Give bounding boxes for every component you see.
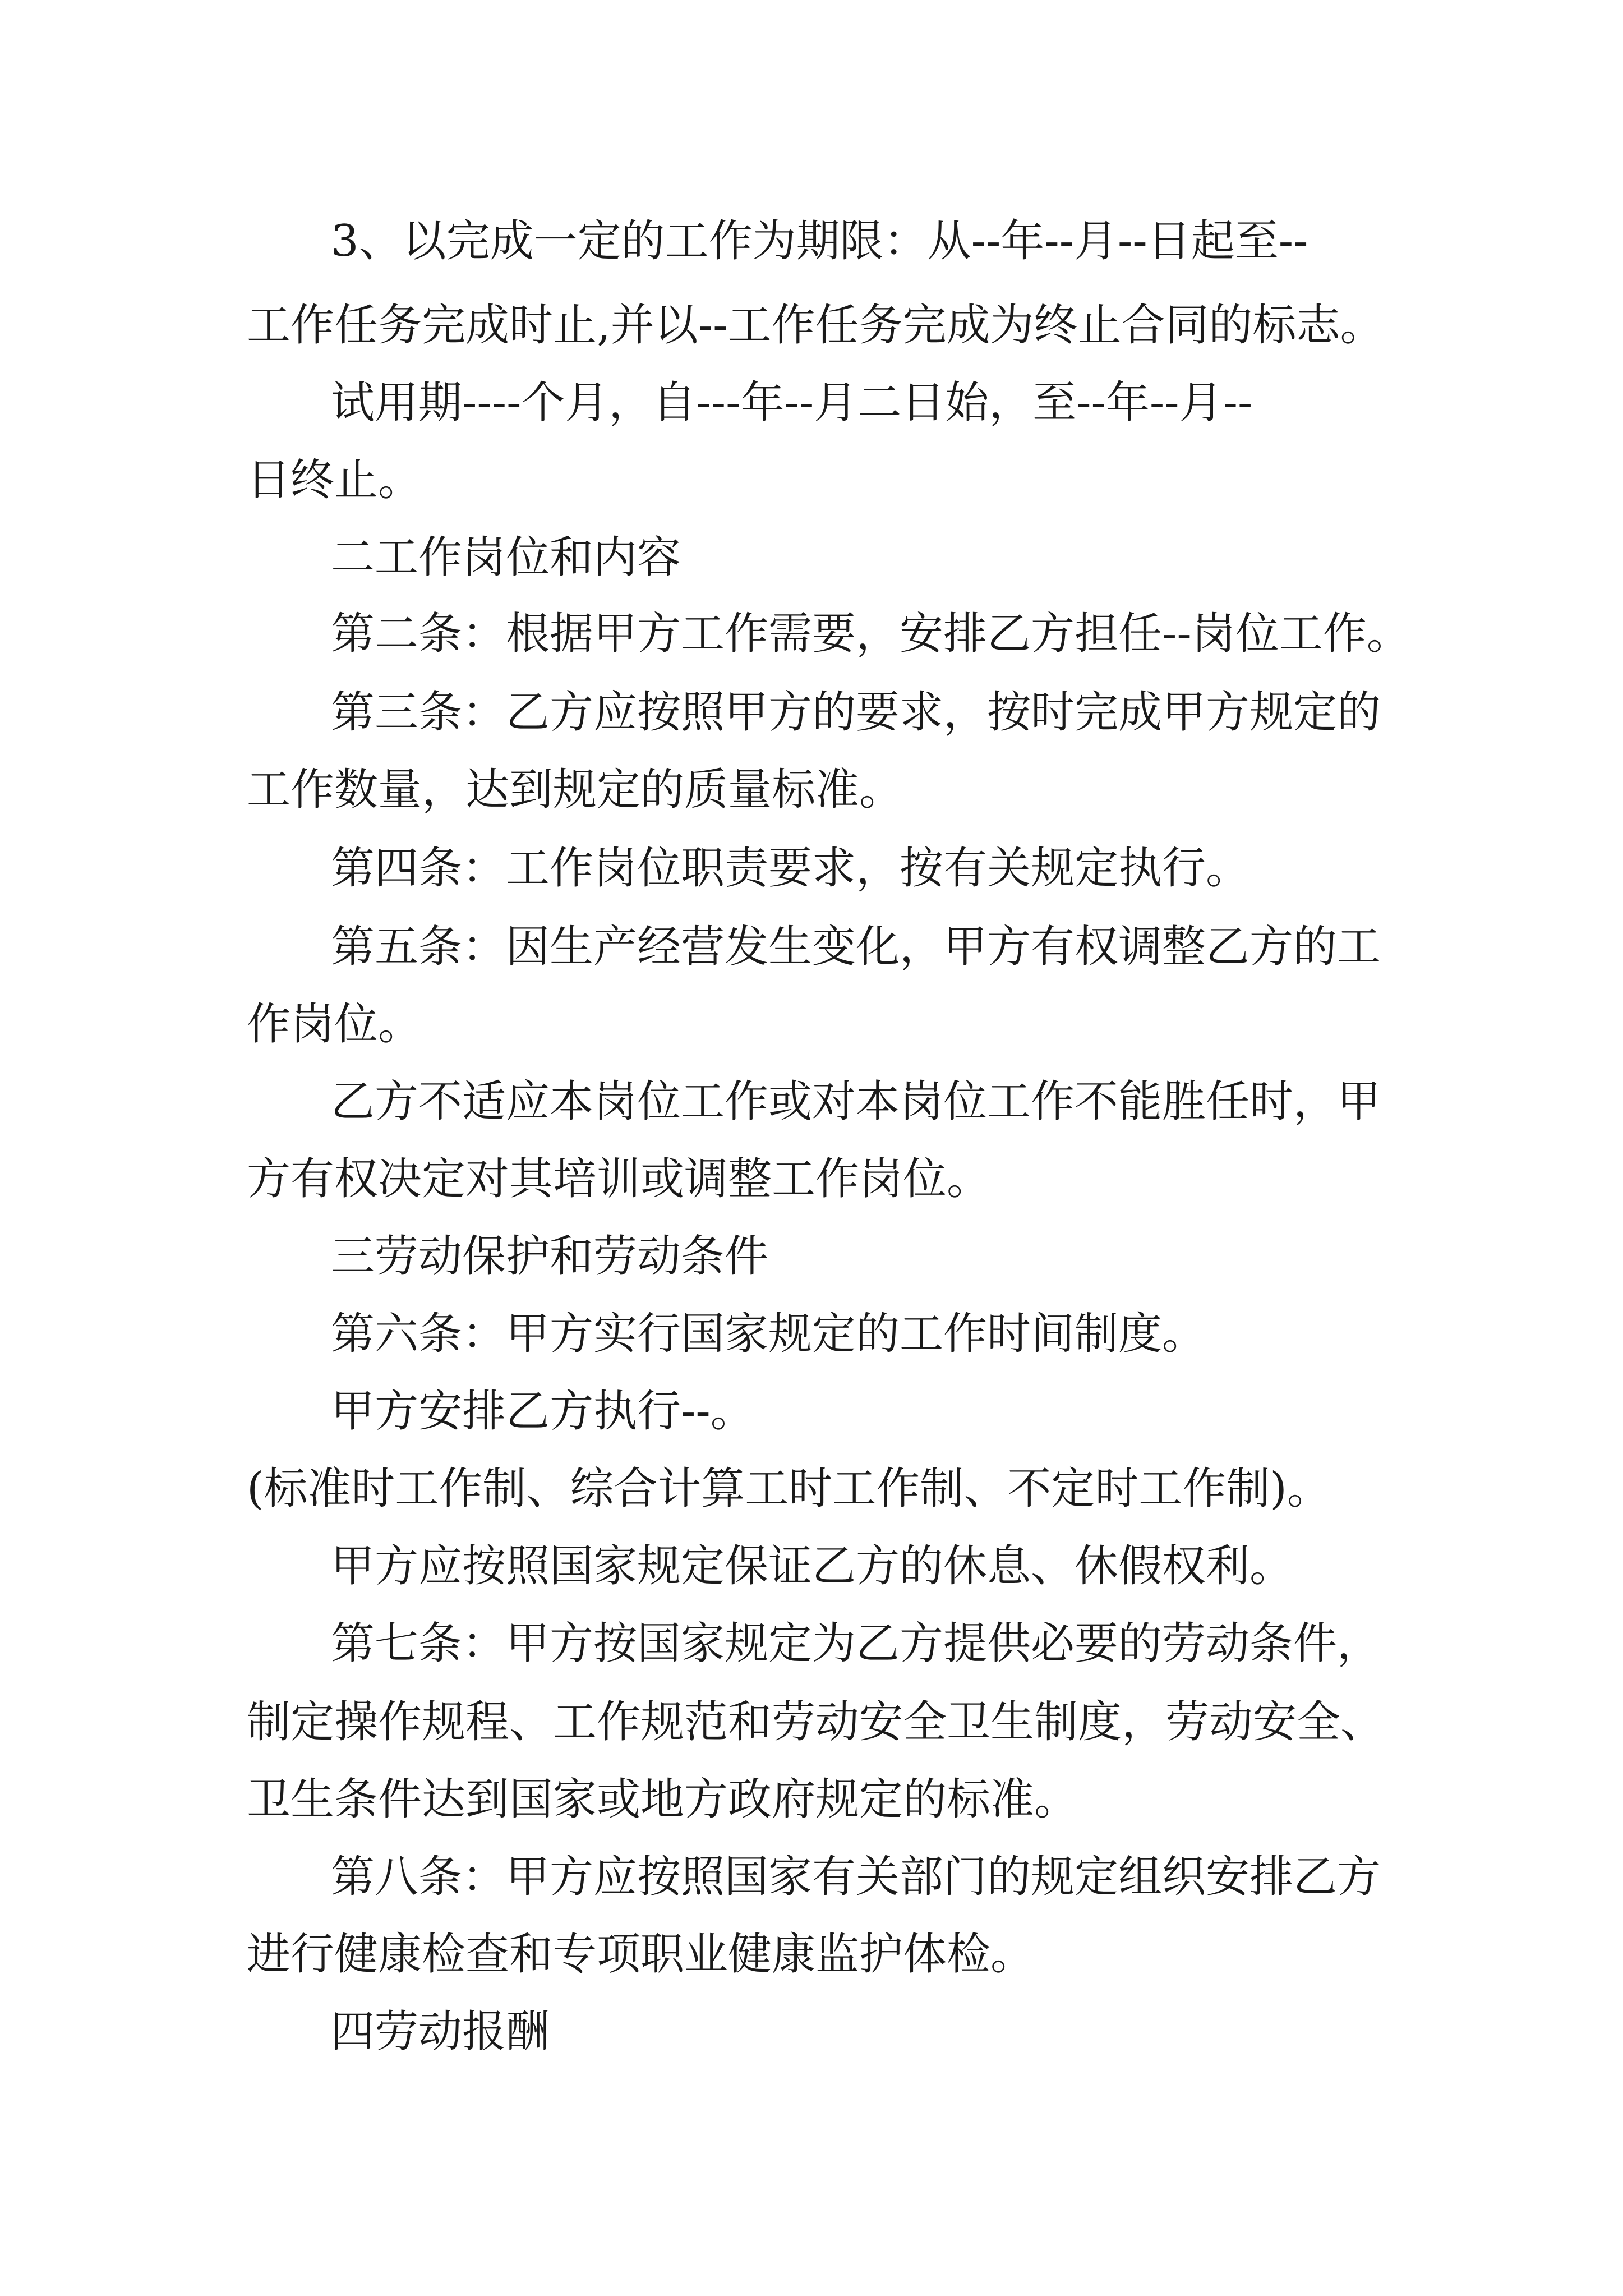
text-line-probation: 试用期----个月，自---年--月二日始，至--年--月-- [331, 378, 1253, 428]
text-line-term-work-completion-cont: 工作任务完成时止,并以--工作任务完成为终止合同的标志。 [247, 300, 1384, 351]
text-line-working-hours: 甲方安排乙方执行--。 [331, 1386, 754, 1437]
text-line-article-6: 第六条：甲方实行国家规定的工作时间制度。 [331, 1309, 1206, 1359]
text-line-article-5: 第五条：因生产经营发生变化，甲方有权调整乙方的工 [331, 922, 1381, 972]
text-line-probation-cont: 日终止。 [247, 455, 422, 505]
text-line-term-work-completion: 3、以完成一定的工作为期限：从--年--月--日起至-- [331, 216, 1308, 266]
text-line-unfit-clause-cont: 方有权决定对其培训或调整工作岗位。 [247, 1154, 991, 1204]
text-line-article-7-cont: 制定操作规程、工作规范和劳动安全卫生制度，劳动安全、 [247, 1697, 1385, 1747]
text-line-article-4: 第四条：工作岗位职责要求，按有关规定执行。 [331, 843, 1250, 894]
section-heading-2: 二工作岗位和内容 [331, 532, 681, 583]
text-line-article-3: 第三条：乙方应按照甲方的要求，按时完成甲方规定的 [331, 687, 1381, 738]
text-line-article-3-cont: 工作数量，达到规定的质量标准。 [247, 765, 903, 815]
text-line-article-5-cont: 作岗位。 [247, 999, 422, 1050]
text-line-article-7-cont-2: 卫生条件达到国家或地方政府规定的标准。 [247, 1774, 1078, 1825]
text-line-working-hours-options: (标准时工作制、综合计算工时工作制、不定时工作制)。 [247, 1464, 1331, 1514]
text-line-unfit-clause: 乙方不适应本岗位工作或对本岗位工作不能胜任时，甲 [331, 1076, 1381, 1127]
text-line-article-7: 第七条：甲方按国家规定为乙方提供必要的劳动条件， [331, 1618, 1381, 1669]
text-line-article-2: 第二条：根据甲方工作需要，安排乙方担任--岗位工作。 [331, 609, 1410, 659]
section-heading-3: 三劳动保护和劳动条件 [331, 1231, 769, 1282]
text-line-article-8: 第八条：甲方应按照国家有关部门的规定组织安排乙方 [331, 1852, 1381, 1902]
text-line-rest-rights: 甲方应按照国家规定保证乙方的休息、休假权利。 [331, 1541, 1294, 1591]
section-heading-4: 四劳动报酬 [331, 2007, 550, 2057]
text-line-article-8-cont: 进行健康检查和专项职业健康监护体检。 [247, 1929, 1035, 1980]
